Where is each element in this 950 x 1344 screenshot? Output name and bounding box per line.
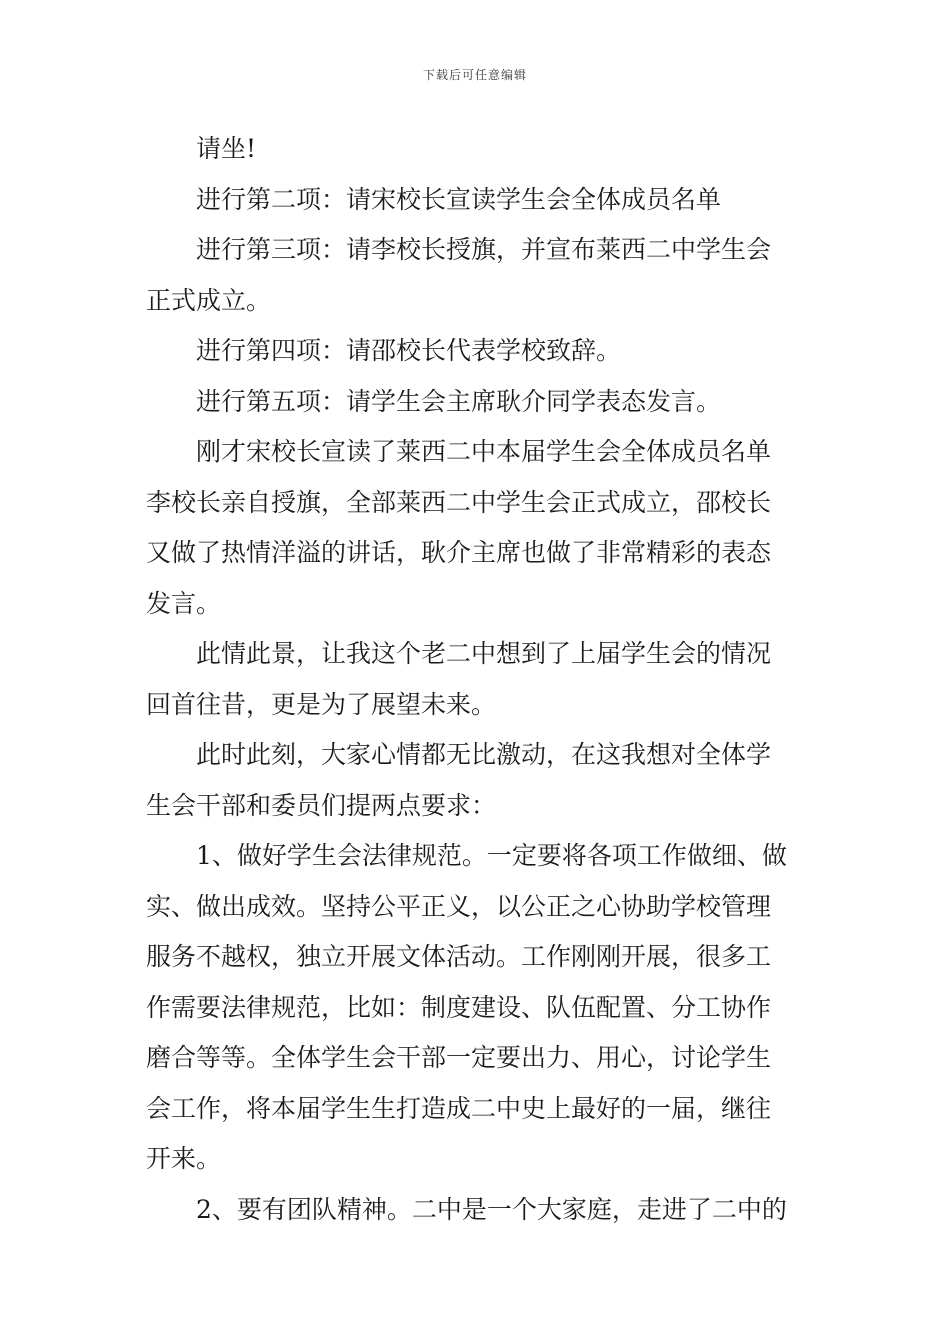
text-line: 刚才宋校长宣读了莱西二中本届学生会全体成员名单 <box>196 437 772 466</box>
text-line: 又做了热情洋溢的讲话，耿介主席也做了非常精彩的表态 <box>146 538 772 567</box>
text-line: 实、做出成效。坚持公平正义，以公正之心协助学校管理 <box>146 891 772 921</box>
header-note: 下载后可任意编辑 <box>422 68 527 82</box>
text-line: 李校长亲自授旗，全部莱西二中学生会正式成立，邵校长 <box>146 487 772 517</box>
text-line: 服务不越权，独立开展文体活动。工作刚刚开展，很多工 <box>146 942 772 971</box>
text-line: 回首往昔，更是为了展望未来。 <box>146 689 497 719</box>
text-line: 进行第四项：请邵校长代表学校致辞。 <box>196 336 622 365</box>
text-line: 此时此刻，大家心情都无比激动，在这我想对全体学 <box>196 740 772 769</box>
text-line: 正式成立。 <box>146 285 272 315</box>
text-line: 发言。 <box>146 588 222 618</box>
text-line: 生会干部和委员们提两点要求： <box>146 790 497 820</box>
text-line: 进行第二项：请宋校长宣读学生会全体成员名单 <box>196 184 722 214</box>
text-line: 进行第三项：请李校长授旗，并宣布莱西二中学生会 <box>196 235 772 264</box>
text-line: 进行第五项：请学生会主席耿介同学表态发言。 <box>196 386 722 416</box>
text-line: 2、要有团队精神。二中是一个大家庭，走进了二中的 <box>196 1194 787 1224</box>
text-line: 此情此景，让我这个老二中想到了上届学生会的情况 <box>196 639 772 668</box>
text-line: 磨合等等。全体学生会干部一定要出力、用心，讨论学生 <box>146 1043 772 1072</box>
text-line: 作需要法律规范，比如：制度建设、队伍配置、分工协作 <box>146 992 772 1022</box>
text-line: 请坐! <box>196 134 257 163</box>
text-line: 会工作，将本届学生生打造成二中史上最好的一届，继往 <box>146 1093 772 1123</box>
text-line: 1、做好学生会法律规范。一定要将各项工作做细、做 <box>196 841 787 870</box>
text-line: 开来。 <box>146 1144 222 1173</box>
body-text <box>146 124 808 1235</box>
